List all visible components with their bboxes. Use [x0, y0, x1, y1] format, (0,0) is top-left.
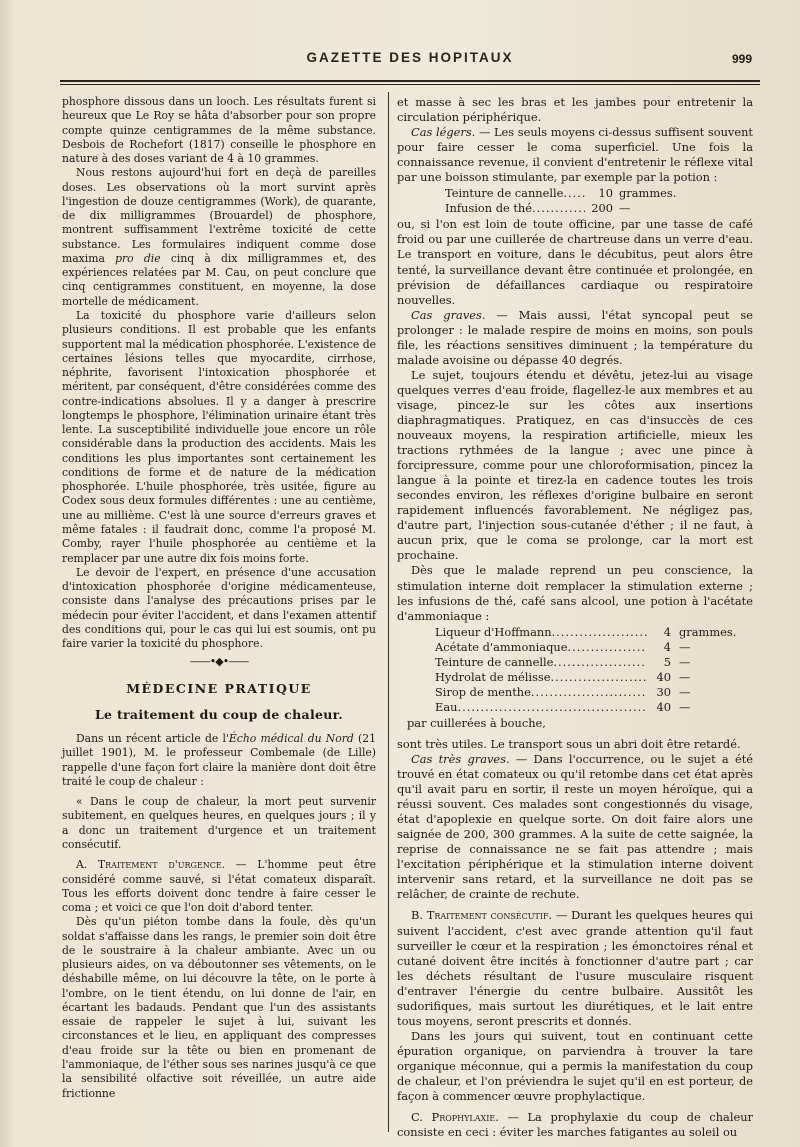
column-divider: [388, 92, 389, 1132]
journal-name: Écho médical du Nord: [228, 732, 354, 746]
ingredient-qty: 5: [663, 654, 671, 669]
ingredient-name: Infusion de thé: [445, 201, 532, 216]
paragraph: Dès qu'un piéton tombe dans la foule, dès qu'un soldat s'affaisse dans les rangs, le premier soin doit être de le soustraire à la chaleur ambiante. Avec un ou plusieurs aides, on va déboutonner ses vêtements, on le déshabille même, on lui découvre la tête, on le porte à l'ombre, on le tient étendu, on lui donne de l'air, en écartant les badauds. Pendant que l'un des assistants essaie de rappeler le sujet à lui, suivant les circonstances et le lieu, en appliquant des compresses d'eau froide sur la tête ou bien en promenant de l'ammoniaque, de l'éther sous ses narines jusqu'à ce que la sensibilité olfactive soit réveillée, un autre aide frictionne: [62, 915, 376, 1100]
recipe-row: [445, 201, 695, 216]
text-run: — Durant les quelques heures qui suivent l'accident, c'est avec grande attention qu'il faut surveiller le cœur et la respiration ; les émonctoires rénal et cutané doivent être incités à fonctionner d'autre part ; car les déchets résultant de l'usure musculaire risquent d'entraver l'énergie du centre bulbaire. Aussitôt les sudorifiques, mais surtout les diurétiques, et le lait entre tous moyens, seront prescrits et donnés.: [397, 908, 753, 1028]
leader-dots: [552, 625, 647, 640]
ingredient-qty: 40: [656, 699, 671, 714]
ingredient-name: Acétate d'ammoniaque: [435, 639, 568, 654]
recipe-row: [435, 700, 735, 715]
leader-dots: [563, 186, 585, 201]
leader-dots: [551, 670, 647, 685]
ingredient-unit: —: [679, 684, 691, 699]
page-number: 999: [731, 52, 752, 66]
leader-dots: [457, 700, 647, 715]
paragraph: Le sujet, toujours étendu et dévêtu, jetez-lui au visage quelques verres d'eau froide, flagellez-le aux membres et au visage, pincez-le sur les côtes aux insertions diaphragmatiques. Pratiquez, en cas d'insuccès de ces nouveaux moyens, la respiration artificielle, mieux les tractions rythmées de la langue ; avec une pince à forcipressure, comme pour une chloroformisation, pincez la langue à la pointe et tirez-la en cadence toutes les trois secondes environ, les réflexes d'origine bulbaire en seront rapidement influencés favorablement. Ne négligez pas, d'autre part, l'injection sous-cutanée d'éther ; il ne faut, à aucun prix, que le coma se prolonge, car la mort est prochaine.: [397, 367, 753, 563]
ingredient-qty: 200: [591, 201, 613, 216]
subsection-label: B. Traitement consécutif.: [411, 908, 553, 923]
ingredient-unit: grammes.: [619, 186, 677, 201]
ingredient-qty: 4: [663, 639, 671, 654]
leader-dots: [531, 685, 647, 700]
ingredient-name: Teinture de cannelle: [445, 186, 564, 201]
text-run: Nous restons aujourd'hui fort en deçà de pareilles doses. Les observations où la mort survint après l'ingestion de douze centigrammes (Work), de quarante, de dix milligrammes (Brouardel) de phosphore, montrent suffisamment l'extrême toxicité de cette substance. Les formulaires indiquent comme dose maxima: [62, 166, 376, 265]
leader-dots: [553, 655, 647, 670]
journal-title: GAZETTE DES HOPITAUX: [306, 50, 514, 65]
ingredient-name: Eau: [435, 699, 458, 714]
ingredient-name: Liqueur d'Hoffmann: [435, 624, 552, 639]
text-run: (21 juillet 1901), M. le professeur Combemale (de Lille) rappelle d'une façon fort claire la manière dont doit être traité le coup de chaleur :: [62, 732, 376, 788]
paragraph: Le devoir de l'expert, en présence d'une accusation d'intoxication phosphorée d'origine médicamenteuse, consiste dans l'analyse des précautions prises par le médecin pour éviter l'accident, et dans l'examen attentif des conditions qui, pour le cas qui lui est soumis, ont pu faire varier la toxicité du phosphore.: [62, 565, 376, 651]
ingredient-unit: —: [679, 654, 691, 669]
paragraph: [397, 308, 753, 368]
subsection-label: C. Prophylaxie.: [411, 1110, 499, 1125]
case-label: Cas graves.: [411, 307, 486, 322]
paragraph: [397, 125, 753, 185]
ingredient-unit: grammes.: [679, 624, 737, 639]
article-title: Le traitement du coup de chaleur.: [94, 706, 344, 722]
header-rule: [60, 80, 760, 82]
text-run: — Dans l'occurrence, ou le sujet a été trouvé en état comateux ou qu'il retombe dans cet état après qu'il avait paru en sortir, il reste un moyen héroïque, qui a réussi souvent. Ces malades sont congestionnés du visage, état d'apoplexie en quelque sorte. On doit faire alors une saignée de 200, 300 grammes. A la suite de cette saignée, la reprise de connaissance ne se fait pas attendre ; mais l'excitation périphérique et la stimulation interne doivent intervenir sans retard, et la surveillance ne doit pas se relâcher, de crainte de rechute.: [397, 752, 754, 902]
text-run: Dans un récent article de l': [76, 732, 229, 746]
ingredient-name: Teinture de cannelle: [435, 654, 554, 669]
ingredient-unit: —: [679, 639, 691, 654]
paragraph: et masse à sec les bras et les jambes pour entretenir la circulation périphérique.: [397, 95, 753, 125]
recipe-row: [435, 655, 735, 670]
paragraph: ou, si l'on est loin de toute officine, par une tasse de café froid ou par une cuillerée de chartreuse dans un verre d'eau. Le transport en voiture, dans le décubitus, peut alors être tenté, la surveillance devant être continuée et prolongée, en prévision de défaillances cardiaque ou respiratoire nouvelles.: [397, 217, 753, 307]
paragraph: Dans les jours qui suivent, tout en continuant cette épuration organique, on parviendra à trouver la tare organique méconnue, qui a permis la manifestation du coup de chaleur, et l'on préviendra le sujet qu'il en est porteur, de façon à commencer œuvre prophylactique.: [397, 1028, 753, 1104]
text-run: — Les seuls moyens ci-dessus suffisent souvent pour faire cesser le coma superficiel. Une fois la connaissance revenue, il convient d'entretenir le réflexe vital par une boisson stimulante, par exemple par la potion :: [397, 125, 753, 185]
ingredient-qty: 4: [663, 624, 671, 639]
leader-dots: [567, 640, 647, 655]
text-run: — Mais aussi, l'état syncopal peut se prolonger : le malade respire de moins en moins, son pouls file, les réactions sensitives diminuent ; la température du malade avoisine ou dépasse 40 degrés.: [397, 307, 753, 367]
header-rule-thin: [60, 84, 760, 85]
case-label: Cas très graves.: [411, 752, 510, 767]
recipe-row: [435, 685, 735, 700]
recipe-row: [435, 670, 735, 685]
recipe-row: [445, 186, 695, 201]
paragraph: [62, 858, 376, 915]
text-run: — L'homme peut être considéré comme sauvé, si l'état comateux disparaît. Tous les efforts doivent donc tendre à faire cesser le coma ; et voici ce que l'on doit d'abord tenter.: [62, 858, 376, 915]
ingredient-unit: —: [679, 699, 691, 714]
text-run: cinq à dix milligrammes et, des expériences relatées par M. Cau, on peut conclure que cinq centigrammes constituent, en moyenne, la dose mortelle de médicament.: [62, 251, 377, 308]
page-header: [60, 50, 760, 74]
ingredient-name: Hydrolat de mélisse: [435, 669, 551, 684]
paragraph: [62, 732, 376, 789]
paragraph: [397, 752, 753, 902]
ingredient-qty: 40: [656, 669, 671, 684]
quoted-paragraph: « Dans le coup de chaleur, la mort peut survenir subitement, en quelques heures, en quelques jours ; il y a donc un traitement d'urgence et un traitement consécutif.: [62, 795, 376, 852]
left-column: [62, 95, 376, 1101]
right-column: [397, 95, 753, 1140]
paragraph: [397, 1110, 753, 1140]
ingredient-qty: 10: [598, 186, 613, 201]
subsection-label: A. Traitement d'urgence.: [76, 858, 226, 872]
paragraph: Dès que le malade reprend un peu conscience, la stimulation interne doit remplacer la stimulation externe ; les infusions de thé, café sans alcool, une potion à l'acétate d'ammoniaque :: [397, 563, 753, 623]
ingredient-name: Sirop de menthe: [435, 684, 531, 699]
case-label: Cas légers.: [411, 125, 476, 140]
ingredient-unit: —: [619, 201, 631, 216]
paragraph: [62, 166, 376, 309]
paragraph: sont très utiles. Le transport sous un abri doit être retardé.: [397, 736, 741, 751]
paragraph: par cuillerées à bouche,: [407, 715, 546, 730]
ingredient-qty: 30: [656, 684, 671, 699]
leader-dots: [532, 201, 585, 216]
section-title: MÉDECINE PRATIQUE: [126, 680, 312, 696]
recipe-row: [435, 640, 735, 655]
text-run: — La prophylaxie du coup de chaleur consiste en ceci : éviter les marches fatigantes au soleil ou: [397, 1110, 754, 1140]
recipe-potion-1: [397, 186, 695, 216]
recipe-row: [435, 625, 735, 640]
paragraph: La toxicité du phosphore varie d'ailleurs selon plusieurs conditions. Il est probable que les enfants supportent mal la médication phosphorée. L'existence de certaines lésions telles que myocardite, cirrhose, néphrite, favorisent l'intoxication phosphorée et méritent, par conséquent, d'être considérées comme des contre-indications absolues. Il y a danger à prescrire longtemps le phosphore, l'élimination urinaire étant très lente. La susceptibilité individuelle joue encore un rôle considérable dans la production des accidents. Mais les conditions les plus importantes sont certainement les conditions de forme et de nature de la médication phosphorée. L'huile phosphorée, très usitée, figure au Codex sous deux formules différentes : une au centième, une au millième. C'est là une source d'erreurs graves et même fatales : il faudrait donc, comme l'a proposé M. Comby, rayer l'huile phosphorée au centième et la remplacer par une autre dix fois moins forte.: [62, 308, 377, 565]
italic-phrase: pro die: [115, 251, 161, 265]
section-ornament: ——•◆•——: [189, 655, 249, 669]
recipe-potion-2: [397, 625, 735, 715]
paragraph: [397, 908, 753, 1028]
ingredient-unit: —: [679, 669, 691, 684]
paragraph: phosphore dissous dans un looch. Les résultats furent si heureux que Le Roy se hâta d'absorber pour son propre compte quinze centigrammes de la même substance. Desbois de Rochefort (1817) conseille le phosphore en nature à des doses variant de 4 à 10 grammes.: [62, 95, 376, 166]
